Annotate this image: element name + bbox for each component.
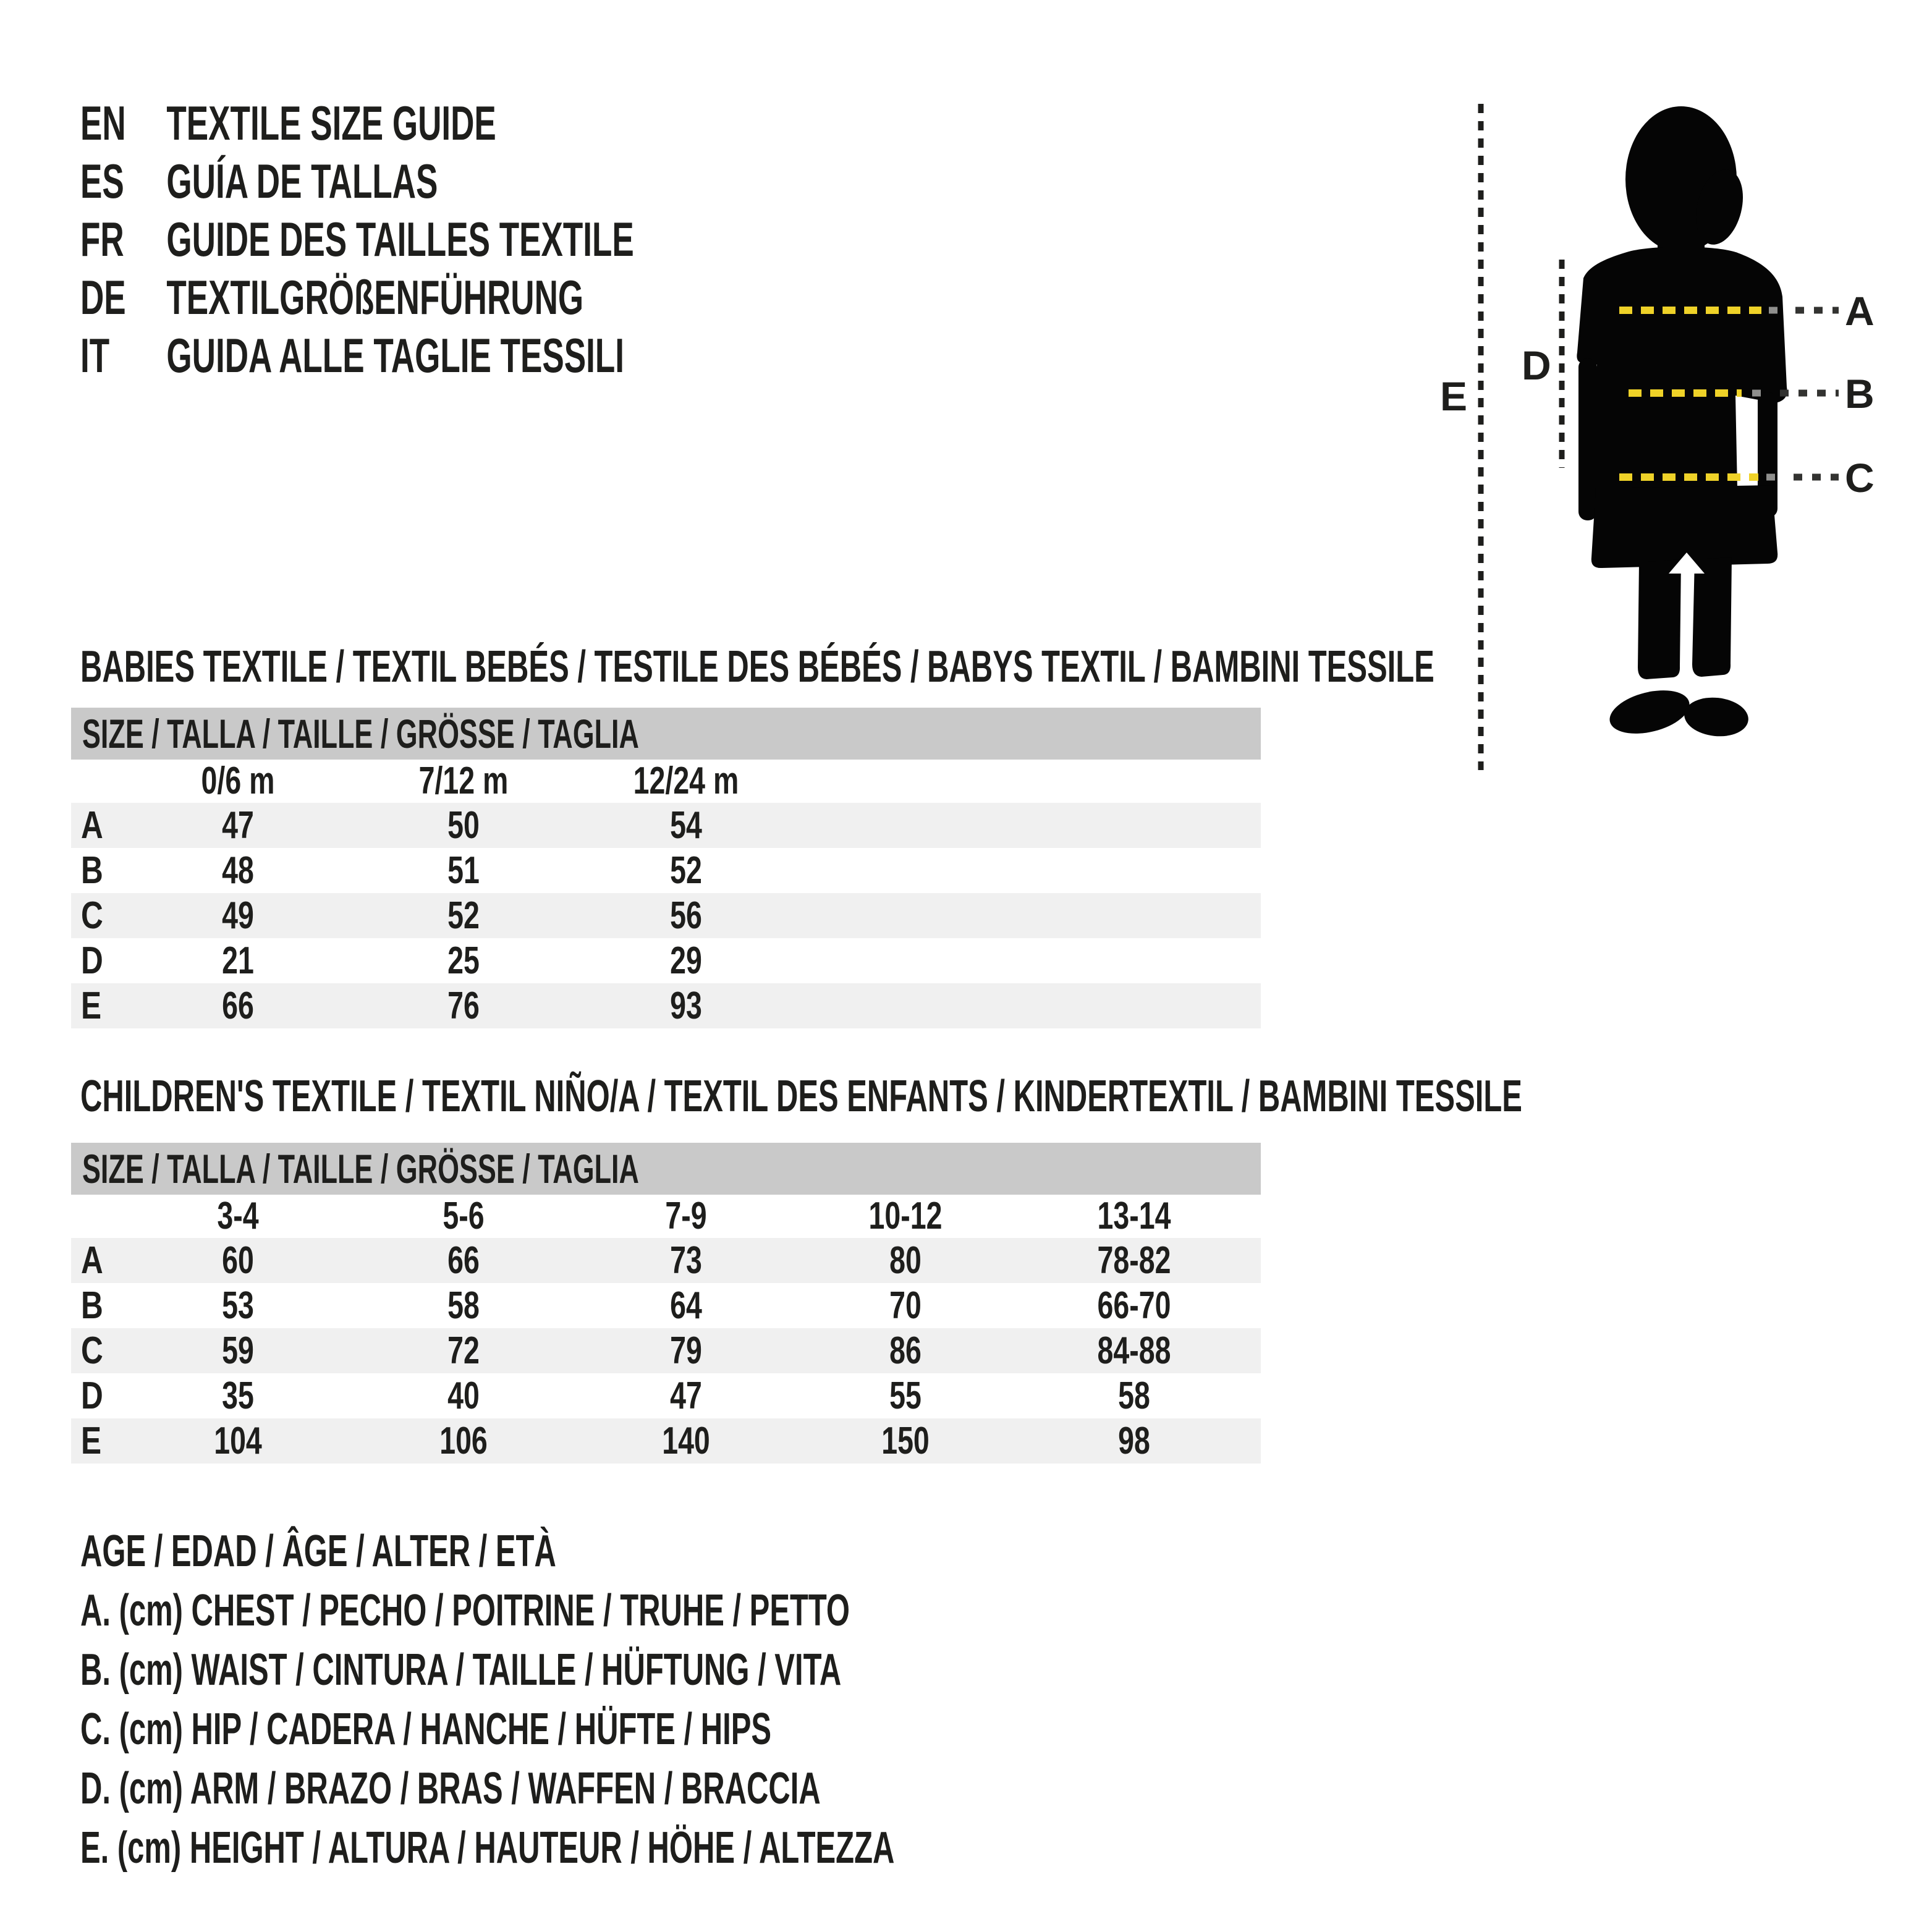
height-label: E [1440,373,1468,419]
legend-line-hip: C. (cm) HIP / CADERA / HANCHE / HÜFTE / HIPS [80,1705,772,1754]
row-label: D [81,1375,103,1417]
language-title-list [80,94,894,384]
table-cell: 55 [889,1375,922,1417]
column-header: 5-6 [443,1195,485,1237]
size-header-bar [71,1143,1261,1195]
table-row [71,938,1261,983]
table-cell: 49 [222,894,254,937]
table-cell: 72 [447,1329,480,1372]
table-cell: 73 [670,1239,702,1282]
guide-title: TEXTILE SIZE GUIDE [166,96,496,150]
table-cell: 78-82 [1097,1239,1171,1282]
table-cell: 58 [1118,1375,1150,1417]
language-code: ES [80,154,124,208]
legend-line-age: AGE / EDAD / ÂGE / ALTER / ETÀ [80,1527,556,1576]
row-label: C [81,894,103,937]
table-row [71,983,1261,1028]
table-cell: 93 [670,985,702,1027]
row-label: B [81,1284,103,1327]
table-cell: 150 [881,1420,930,1462]
table-row [71,1328,1261,1373]
size-header-label: SIZE / TALLA / TAILLE / GRÖSSE / TAGLIA [82,711,639,756]
table-row [71,1283,1261,1328]
table-cell: 40 [447,1375,480,1417]
table-cell: 104 [214,1420,262,1462]
left-arm-shape [1578,358,1597,520]
table-cell: 52 [670,849,702,892]
table-cell: 140 [662,1420,710,1462]
column-header-row [71,1195,1261,1238]
table-row [71,1418,1261,1464]
waist-label: B [1845,371,1875,417]
table-cell: 29 [670,939,702,982]
legend-line-height: E. (cm) HEIGHT / ALTURA / HAUTEUR / HÖHE / ALTEZZA [80,1823,895,1873]
size-header-label: SIZE / TALLA / TAILLE / GRÖSSE / TAGLIA [82,1146,639,1192]
table-cell: 35 [222,1375,254,1417]
column-header: 7-9 [665,1195,707,1237]
table-cell: 59 [222,1329,254,1372]
row-label: E [81,1420,102,1462]
table-cell: 79 [670,1329,702,1372]
column-header: 3-4 [217,1195,259,1237]
table-row [71,803,1261,848]
row-label: C [81,1329,103,1372]
column-header: 12/24 m [633,760,739,802]
table-cell: 53 [222,1284,254,1327]
table-cell: 56 [670,894,702,937]
language-row-de [80,268,894,326]
language-code: IT [80,328,110,383]
column-header: 7/12 m [418,760,509,802]
table-cell: 21 [222,939,254,982]
table-cell: 106 [439,1420,488,1462]
table-cell: 86 [889,1329,922,1372]
table-cell: 25 [447,939,480,982]
table-cell: 66 [447,1239,480,1282]
column-header-row [71,760,1261,803]
guide-title: GUÍA DE TALLAS [166,154,438,208]
table-cell: 47 [670,1375,702,1417]
chest-label: A [1845,288,1875,334]
arm-label: D [1522,342,1551,388]
children-section-heading: CHILDREN'S TEXTILE / TEXTIL NIÑO/A / TEXTIL DES ENFANTS / KINDERTEXTIL / BAMBINI TESSILE [80,1072,1522,1121]
guide-title: GUIDE DES TAILLES TEXTILE [166,212,634,266]
legend-line-waist: B. (cm) WAIST / CINTURA / TAILLE / HÜFTUNG / VITA [80,1645,842,1695]
column-header: 0/6 m [201,760,275,802]
legend-line-chest: A. (cm) CHEST / PECHO / POITRINE / TRUHE / PETTO [80,1586,850,1635]
table-cell: 54 [670,804,702,847]
column-header: 13-14 [1097,1195,1171,1237]
hip-label: C [1845,455,1875,501]
language-code: FR [80,212,124,266]
table-cell: 51 [447,849,480,892]
row-label: A [81,804,103,847]
table-cell: 50 [447,804,480,847]
table-cell: 47 [222,804,254,847]
table-cell: 52 [447,894,480,937]
table-cell: 60 [222,1239,254,1282]
table-cell: 76 [447,985,480,1027]
language-row-fr [80,210,894,268]
column-header: 10-12 [868,1195,943,1237]
measurement-legend [80,1522,1277,1878]
row-label: D [81,939,103,982]
language-row-en [80,94,894,152]
language-row-it [80,326,894,384]
table-row [71,893,1261,938]
row-label: A [81,1239,103,1282]
legend-line-arm: D. (cm) ARM / BRAZO / BRAS / WAFFEN / BRACCIA [80,1764,821,1813]
table-cell: 48 [222,849,254,892]
guide-title: TEXTILGRÖßENFÜHRUNG [166,270,584,324]
right-shoe-shape [1682,695,1750,740]
table-cell: 66-70 [1097,1284,1171,1327]
babies-size-table [71,708,1261,1028]
table-cell: 84-88 [1097,1329,1171,1372]
language-code: EN [80,96,126,150]
table-cell: 80 [889,1239,922,1282]
table-cell: 98 [1118,1420,1150,1462]
size-header-bar [71,708,1261,760]
table-cell: 70 [889,1284,922,1327]
table-cell: 58 [447,1284,480,1327]
table-cell: 64 [670,1284,702,1327]
table-row [71,848,1261,893]
table-row [71,1373,1261,1418]
language-code: DE [80,270,126,324]
language-row-es [80,152,894,210]
guide-title: GUIDA ALLE TAGLIE TESSILI [166,328,624,383]
table-cell: 66 [222,985,254,1027]
babies-section-heading: BABIES TEXTILE / TEXTIL BEBÉS / TESTILE DES BÉBÉS / BABYS TEXTIL / BAMBINI TESSILE [80,642,1434,692]
children-size-table [71,1143,1261,1464]
row-label: E [81,985,102,1027]
row-label: B [81,849,103,892]
table-row [71,1238,1261,1283]
